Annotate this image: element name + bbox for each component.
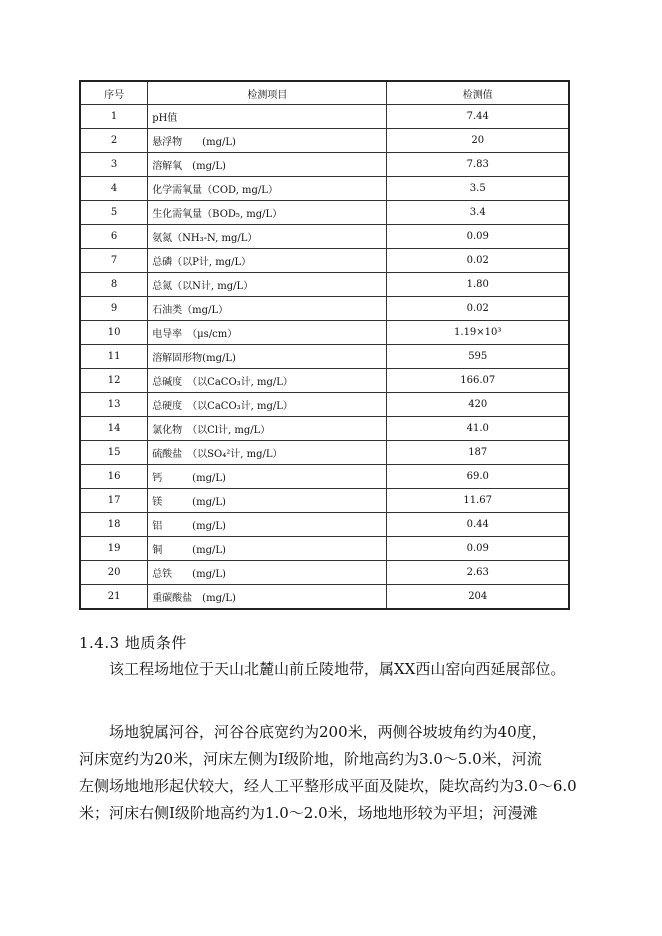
row-value: 20 (387, 129, 569, 153)
table-row (80, 225, 569, 249)
row-value: 0.02 (387, 297, 569, 321)
row-no: 2 (80, 129, 148, 153)
paragraph-line: 场地貌属河谷，河谷谷底宽约为200米，两侧谷坡坡角约为40度， (109, 723, 547, 741)
row-value: 187 (387, 441, 569, 465)
row-value: 41.0 (387, 417, 569, 441)
row-value: 0.44 (387, 513, 569, 537)
row-item: 溶解氧 (mg/L) (148, 153, 387, 177)
row-item: pH值 (148, 105, 387, 129)
row-no: 10 (80, 321, 148, 345)
row-item: 总磷（以P计, mg/L） (148, 249, 387, 273)
row-item: 铜 (mg/L) (148, 537, 387, 561)
row-no: 8 (80, 273, 148, 297)
row-no: 15 (80, 441, 148, 465)
table-row (80, 201, 569, 225)
row-value: 7.83 (387, 153, 569, 177)
row-no: 11 (80, 345, 148, 369)
table-row (80, 177, 569, 201)
paragraph-line: 左侧场地地形起伏较大，经人工平整形成平面及陡坎，陡坎高约为3.0～6.0 (79, 777, 577, 795)
paragraph-site-terrain (79, 719, 599, 827)
water-quality-table (79, 80, 570, 610)
row-value: 595 (387, 345, 569, 369)
row-item: 重碳酸盐 (mg/L) (148, 585, 387, 610)
section-title: 1.4.3 地质条件 (79, 634, 187, 652)
row-no: 19 (80, 537, 148, 561)
row-no: 17 (80, 489, 148, 513)
table-row (80, 345, 569, 369)
row-value: 204 (387, 585, 569, 610)
row-no: 16 (80, 465, 148, 489)
row-item: 化学需氧量（COD, mg/L） (148, 177, 387, 201)
row-value: 0.09 (387, 537, 569, 561)
row-item: 氨氮（NH₃-N, mg/L） (148, 225, 387, 249)
table-row (80, 297, 569, 321)
row-item: 悬浮物 (mg/L) (148, 129, 387, 153)
row-no: 9 (80, 297, 148, 321)
table-row (80, 249, 569, 273)
row-no: 12 (80, 369, 148, 393)
row-item: 钙 (mg/L) (148, 465, 387, 489)
row-item: 硫酸盐 （以SO₄²计, mg/L） (148, 441, 387, 465)
row-item: 溶解固形物(mg/L) (148, 345, 387, 369)
paragraph-line: 米；河床右侧Ⅰ级阶地高约为1.0～2.0米，场地地形较为平坦；河漫滩 (79, 804, 538, 822)
row-value: 7.44 (387, 105, 569, 129)
row-value: 11.67 (387, 489, 569, 513)
table-row (80, 489, 569, 513)
row-value: 166.07 (387, 369, 569, 393)
row-no: 7 (80, 249, 148, 273)
row-no: 14 (80, 417, 148, 441)
row-no: 3 (80, 153, 148, 177)
table-row (80, 393, 569, 417)
table-row (80, 369, 569, 393)
row-no: 18 (80, 513, 148, 537)
row-value: 0.02 (387, 249, 569, 273)
row-no: 20 (80, 561, 148, 585)
row-no: 6 (80, 225, 148, 249)
table-row (80, 561, 569, 585)
row-item: 镁 (mg/L) (148, 489, 387, 513)
table-row (80, 585, 569, 610)
table-header (80, 81, 569, 105)
row-no: 4 (80, 177, 148, 201)
table-row (80, 105, 569, 129)
header-item: 检测项目 (148, 81, 387, 105)
row-item: 铝 (mg/L) (148, 513, 387, 537)
table-row (80, 465, 569, 489)
table-body (80, 105, 569, 610)
row-value: 420 (387, 393, 569, 417)
row-item: 总铁 (mg/L) (148, 561, 387, 585)
row-item: 总碱度 （以CaCO₃计, mg/L） (148, 369, 387, 393)
row-item: 生化需氧量（BOD₅, mg/L） (148, 201, 387, 225)
table-row (80, 129, 569, 153)
table-row (80, 321, 569, 345)
row-no: 13 (80, 393, 148, 417)
header-value: 检测值 (387, 81, 569, 105)
row-no: 5 (80, 201, 148, 225)
row-item: 总硬度 （以CaCO₃计, mg/L） (148, 393, 387, 417)
row-value: 1.19×10³ (387, 321, 569, 345)
paragraph-line: 河床宽约为20米，河床左侧为Ⅰ级阶地，阶地高约为3.0～5.0米，河流 (79, 750, 542, 768)
table-header-row (80, 81, 569, 105)
header-no: 序号 (80, 81, 148, 105)
row-item: 总氮（以N计, mg/L） (148, 273, 387, 297)
row-no: 21 (80, 585, 148, 610)
row-value: 1.80 (387, 273, 569, 297)
table-row (80, 513, 569, 537)
row-item: 氯化物 （以Cl计, mg/L） (148, 417, 387, 441)
row-item: 石油类（mg/L） (148, 297, 387, 321)
table-row (80, 417, 569, 441)
row-value: 69.0 (387, 465, 569, 489)
table-row (80, 273, 569, 297)
table-row (80, 441, 569, 465)
row-item: 电导率 （μs/cm） (148, 321, 387, 345)
row-value: 3.5 (387, 177, 569, 201)
row-value: 0.09 (387, 225, 569, 249)
row-no: 1 (80, 105, 148, 129)
table-row (80, 537, 569, 561)
row-value: 2.63 (387, 561, 569, 585)
paragraph-site-location: 该工程场地位于天山北麓山前丘陵地带，属XX西山窑向西延展部位。 (109, 660, 566, 678)
table-row (80, 153, 569, 177)
row-value: 3.4 (387, 201, 569, 225)
